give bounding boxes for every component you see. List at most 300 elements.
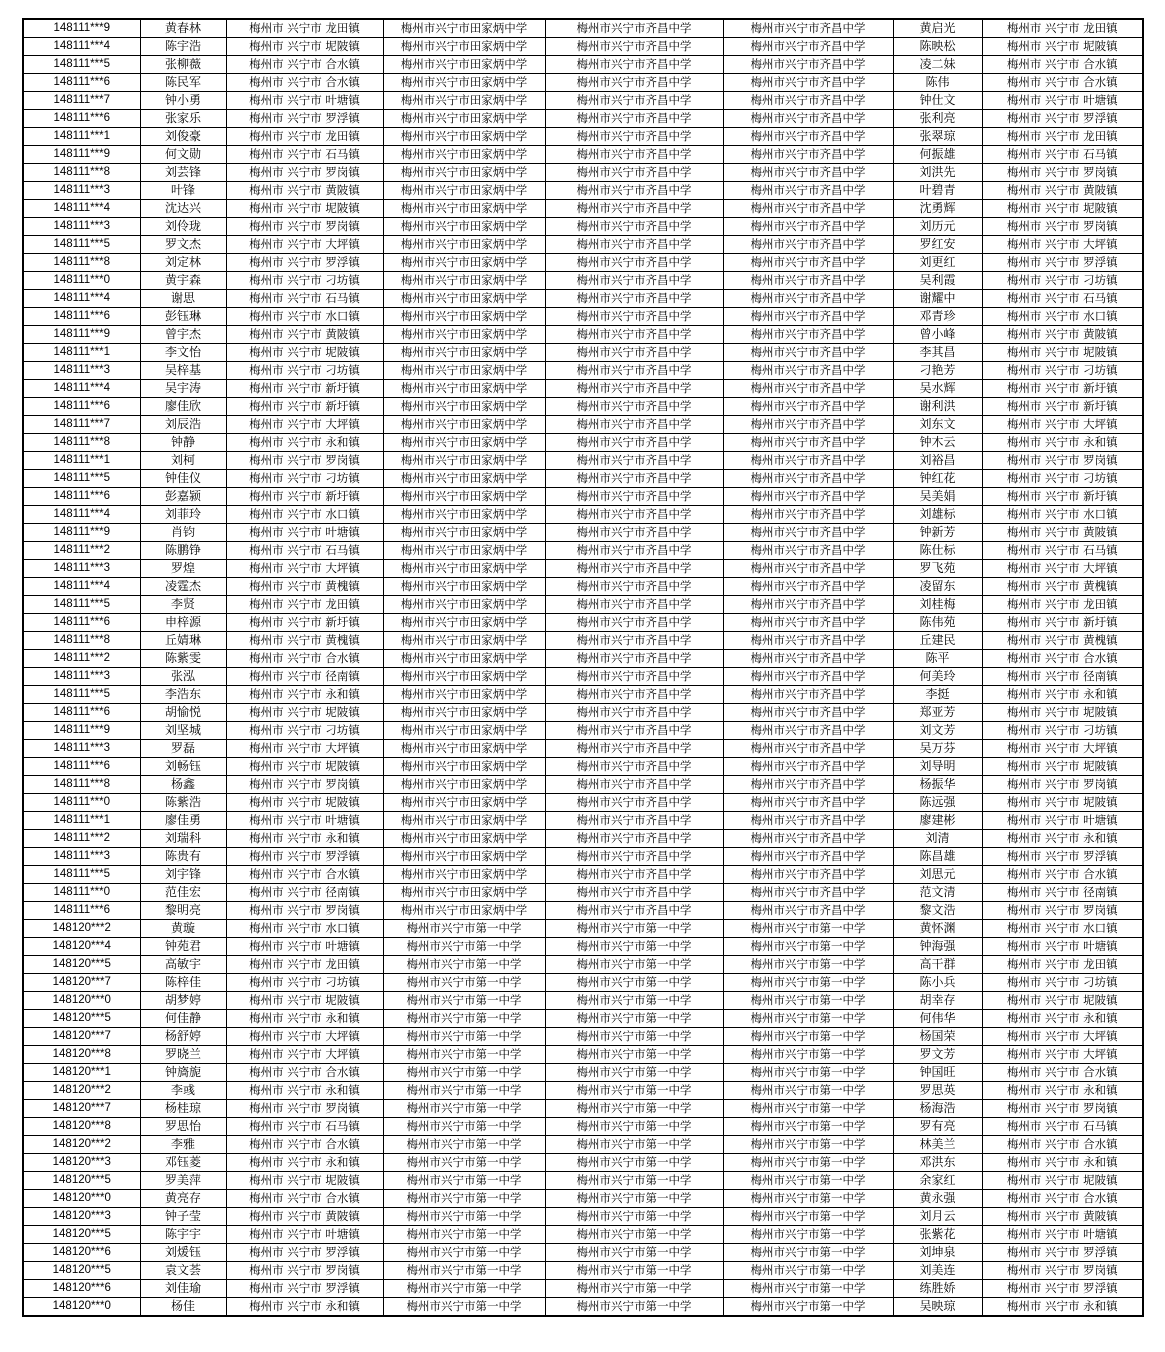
table-row	[23, 848, 1143, 866]
student-id-cell: 148111***9	[23, 524, 140, 542]
student-name-cell: 何文勋	[140, 146, 226, 164]
residence-address-cell: 梅州市 兴宁市 刁坊镇	[982, 272, 1143, 290]
table-row	[23, 992, 1143, 1010]
registered-school-cell: 梅州市兴宁市齐昌中学	[545, 758, 723, 776]
registered-school-cell: 梅州市兴宁市齐昌中学	[545, 434, 723, 452]
residence-address-cell: 梅州市 兴宁市 合水镇	[982, 1064, 1143, 1082]
registered-school-cell: 梅州市兴宁市齐昌中学	[545, 326, 723, 344]
guardian-name-cell: 张利亮	[893, 110, 982, 128]
table-row	[23, 74, 1143, 92]
household-address-cell: 梅州市 兴宁市 石马镇	[226, 290, 383, 308]
household-address-cell: 梅州市 兴宁市 大坪镇	[226, 740, 383, 758]
table-row	[23, 1262, 1143, 1280]
admitted-school-cell: 梅州市兴宁市齐昌中学	[723, 434, 893, 452]
student-name-cell: 刘柯	[140, 452, 226, 470]
registered-school-cell: 梅州市兴宁市齐昌中学	[545, 722, 723, 740]
residence-address-cell: 梅州市 兴宁市 水口镇	[982, 506, 1143, 524]
admitted-school-cell: 梅州市兴宁市齐昌中学	[723, 470, 893, 488]
table-row	[23, 398, 1143, 416]
guardian-name-cell: 吴万芬	[893, 740, 982, 758]
residence-address-cell: 梅州市 兴宁市 罗浮镇	[982, 848, 1143, 866]
admitted-school-cell: 梅州市兴宁市齐昌中学	[723, 74, 893, 92]
registered-school-cell: 梅州市兴宁市齐昌中学	[545, 470, 723, 488]
registered-school-cell: 梅州市兴宁市第一中学	[545, 956, 723, 974]
student-id-cell: 148111***1	[23, 452, 140, 470]
registered-school-cell: 梅州市兴宁市齐昌中学	[545, 668, 723, 686]
registered-school-cell: 梅州市兴宁市齐昌中学	[545, 200, 723, 218]
household-address-cell: 梅州市 兴宁市 坭陂镇	[226, 794, 383, 812]
graduated-school-cell: 梅州市兴宁市第一中学	[383, 1262, 545, 1280]
registered-school-cell: 梅州市兴宁市齐昌中学	[545, 524, 723, 542]
registered-school-cell: 梅州市兴宁市齐昌中学	[545, 182, 723, 200]
graduated-school-cell: 梅州市兴宁市田家炳中学	[383, 686, 545, 704]
guardian-name-cell: 陈远强	[893, 794, 982, 812]
residence-address-cell: 梅州市 兴宁市 坭陂镇	[982, 344, 1143, 362]
admitted-school-cell: 梅州市兴宁市齐昌中学	[723, 19, 893, 38]
residence-address-cell: 梅州市 兴宁市 坭陂镇	[982, 1172, 1143, 1190]
admitted-school-cell: 梅州市兴宁市第一中学	[723, 1172, 893, 1190]
residence-address-cell: 梅州市 兴宁市 坭陂镇	[982, 992, 1143, 1010]
admitted-school-cell: 梅州市兴宁市齐昌中学	[723, 290, 893, 308]
graduated-school-cell: 梅州市兴宁市田家炳中学	[383, 902, 545, 920]
admitted-school-cell: 梅州市兴宁市第一中学	[723, 1082, 893, 1100]
residence-address-cell: 梅州市 兴宁市 新圩镇	[982, 488, 1143, 506]
guardian-name-cell: 罗文芳	[893, 1046, 982, 1064]
admitted-school-cell: 梅州市兴宁市齐昌中学	[723, 128, 893, 146]
admitted-school-cell: 梅州市兴宁市齐昌中学	[723, 272, 893, 290]
table-row	[23, 578, 1143, 596]
household-address-cell: 梅州市 兴宁市 黄陂镇	[226, 1208, 383, 1226]
guardian-name-cell: 钟国旺	[893, 1064, 982, 1082]
student-name-cell: 罗文杰	[140, 236, 226, 254]
student-id-cell: 148120***5	[23, 1172, 140, 1190]
household-address-cell: 梅州市 兴宁市 坭陂镇	[226, 704, 383, 722]
registered-school-cell: 梅州市兴宁市齐昌中学	[545, 398, 723, 416]
student-name-cell: 李雅	[140, 1136, 226, 1154]
household-address-cell: 梅州市 兴宁市 永和镇	[226, 686, 383, 704]
residence-address-cell: 梅州市 兴宁市 新圩镇	[982, 614, 1143, 632]
student-name-cell: 凌霆杰	[140, 578, 226, 596]
student-name-cell: 刘芸锋	[140, 164, 226, 182]
graduated-school-cell: 梅州市兴宁市田家炳中学	[383, 614, 545, 632]
household-address-cell: 梅州市 兴宁市 龙田镇	[226, 19, 383, 38]
graduated-school-cell: 梅州市兴宁市第一中学	[383, 974, 545, 992]
residence-address-cell: 梅州市 兴宁市 大坪镇	[982, 416, 1143, 434]
residence-address-cell: 梅州市 兴宁市 永和镇	[982, 686, 1143, 704]
registered-school-cell: 梅州市兴宁市第一中学	[545, 1172, 723, 1190]
table-row	[23, 488, 1143, 506]
roster-table	[22, 18, 1144, 1317]
student-id-cell: 148120***2	[23, 1082, 140, 1100]
household-address-cell: 梅州市 兴宁市 水口镇	[226, 308, 383, 326]
registered-school-cell: 梅州市兴宁市第一中学	[545, 920, 723, 938]
household-address-cell: 梅州市 兴宁市 叶塘镇	[226, 812, 383, 830]
student-name-cell: 彭钰琳	[140, 308, 226, 326]
admitted-school-cell: 梅州市兴宁市齐昌中学	[723, 362, 893, 380]
residence-address-cell: 梅州市 兴宁市 合水镇	[982, 1190, 1143, 1208]
student-id-cell: 148111***9	[23, 19, 140, 38]
household-address-cell: 梅州市 兴宁市 大坪镇	[226, 416, 383, 434]
table-row	[23, 722, 1143, 740]
table-row	[23, 686, 1143, 704]
household-address-cell: 梅州市 兴宁市 龙田镇	[226, 956, 383, 974]
residence-address-cell: 梅州市 兴宁市 合水镇	[982, 650, 1143, 668]
student-name-cell: 刘煖钰	[140, 1244, 226, 1262]
registered-school-cell: 梅州市兴宁市第一中学	[545, 1046, 723, 1064]
household-address-cell: 梅州市 兴宁市 坭陂镇	[226, 1172, 383, 1190]
graduated-school-cell: 梅州市兴宁市田家炳中学	[383, 704, 545, 722]
student-id-cell: 148111***3	[23, 362, 140, 380]
student-id-cell: 148111***4	[23, 506, 140, 524]
guardian-name-cell: 邓青珍	[893, 308, 982, 326]
student-id-cell: 148111***8	[23, 434, 140, 452]
residence-address-cell: 梅州市 兴宁市 罗浮镇	[982, 1244, 1143, 1262]
guardian-name-cell: 沈勇辉	[893, 200, 982, 218]
student-id-cell: 148111***6	[23, 398, 140, 416]
student-id-cell: 148120***8	[23, 1118, 140, 1136]
table-row	[23, 1136, 1143, 1154]
student-id-cell: 148111***6	[23, 614, 140, 632]
table-row	[23, 812, 1143, 830]
registered-school-cell: 梅州市兴宁市齐昌中学	[545, 362, 723, 380]
student-name-cell: 杨鑫	[140, 776, 226, 794]
graduated-school-cell: 梅州市兴宁市第一中学	[383, 1100, 545, 1118]
admitted-school-cell: 梅州市兴宁市齐昌中学	[723, 524, 893, 542]
guardian-name-cell: 李挺	[893, 686, 982, 704]
guardian-name-cell: 何美玲	[893, 668, 982, 686]
student-id-cell: 148111***7	[23, 92, 140, 110]
graduated-school-cell: 梅州市兴宁市田家炳中学	[383, 254, 545, 272]
residence-address-cell: 梅州市 兴宁市 黄陂镇	[982, 326, 1143, 344]
table-row	[23, 38, 1143, 56]
admitted-school-cell: 梅州市兴宁市第一中学	[723, 1136, 893, 1154]
student-id-cell: 148111***8	[23, 164, 140, 182]
household-address-cell: 梅州市 兴宁市 坭陂镇	[226, 38, 383, 56]
household-address-cell: 梅州市 兴宁市 刁坊镇	[226, 362, 383, 380]
guardian-name-cell: 杨国荣	[893, 1028, 982, 1046]
admitted-school-cell: 梅州市兴宁市齐昌中学	[723, 164, 893, 182]
graduated-school-cell: 梅州市兴宁市第一中学	[383, 1280, 545, 1298]
residence-address-cell: 梅州市 兴宁市 水口镇	[982, 920, 1143, 938]
guardian-name-cell: 罗有亮	[893, 1118, 982, 1136]
graduated-school-cell: 梅州市兴宁市第一中学	[383, 1190, 545, 1208]
graduated-school-cell: 梅州市兴宁市田家炳中学	[383, 884, 545, 902]
student-name-cell: 陈紫雯	[140, 650, 226, 668]
guardian-name-cell: 刁艳芳	[893, 362, 982, 380]
admitted-school-cell: 梅州市兴宁市齐昌中学	[723, 830, 893, 848]
admitted-school-cell: 梅州市兴宁市齐昌中学	[723, 848, 893, 866]
residence-address-cell: 梅州市 兴宁市 合水镇	[982, 74, 1143, 92]
registered-school-cell: 梅州市兴宁市齐昌中学	[545, 596, 723, 614]
guardian-name-cell: 陈伟苑	[893, 614, 982, 632]
admitted-school-cell: 梅州市兴宁市齐昌中学	[723, 578, 893, 596]
student-id-cell: 148111***5	[23, 470, 140, 488]
student-name-cell: 陈梓佳	[140, 974, 226, 992]
table-row	[23, 704, 1143, 722]
graduated-school-cell: 梅州市兴宁市第一中学	[383, 1136, 545, 1154]
guardian-name-cell: 黎文浩	[893, 902, 982, 920]
household-address-cell: 梅州市 兴宁市 大坪镇	[226, 1028, 383, 1046]
guardian-name-cell: 廖建彬	[893, 812, 982, 830]
residence-address-cell: 梅州市 兴宁市 新圩镇	[982, 398, 1143, 416]
household-address-cell: 梅州市 兴宁市 罗浮镇	[226, 1280, 383, 1298]
admitted-school-cell: 梅州市兴宁市第一中学	[723, 1064, 893, 1082]
residence-address-cell: 梅州市 兴宁市 坭陂镇	[982, 794, 1143, 812]
student-id-cell: 148120***3	[23, 1154, 140, 1172]
admitted-school-cell: 梅州市兴宁市齐昌中学	[723, 686, 893, 704]
residence-address-cell: 梅州市 兴宁市 罗浮镇	[982, 110, 1143, 128]
registered-school-cell: 梅州市兴宁市齐昌中学	[545, 272, 723, 290]
table-row	[23, 650, 1143, 668]
student-name-cell: 罗晓兰	[140, 1046, 226, 1064]
household-address-cell: 梅州市 兴宁市 大坪镇	[226, 1046, 383, 1064]
student-name-cell: 胡梦婷	[140, 992, 226, 1010]
student-name-cell: 叶锋	[140, 182, 226, 200]
registered-school-cell: 梅州市兴宁市齐昌中学	[545, 884, 723, 902]
graduated-school-cell: 梅州市兴宁市田家炳中学	[383, 650, 545, 668]
residence-address-cell: 梅州市 兴宁市 罗浮镇	[982, 1280, 1143, 1298]
student-name-cell: 刘坚城	[140, 722, 226, 740]
household-address-cell: 梅州市 兴宁市 刁坊镇	[226, 722, 383, 740]
student-name-cell: 邓钰菱	[140, 1154, 226, 1172]
admitted-school-cell: 梅州市兴宁市齐昌中学	[723, 92, 893, 110]
guardian-name-cell: 范文清	[893, 884, 982, 902]
admitted-school-cell: 梅州市兴宁市齐昌中学	[723, 254, 893, 272]
registered-school-cell: 梅州市兴宁市第一中学	[545, 1100, 723, 1118]
household-address-cell: 梅州市 兴宁市 合水镇	[226, 866, 383, 884]
household-address-cell: 梅州市 兴宁市 罗浮镇	[226, 110, 383, 128]
household-address-cell: 梅州市 兴宁市 叶塘镇	[226, 524, 383, 542]
residence-address-cell: 梅州市 兴宁市 石马镇	[982, 542, 1143, 560]
student-name-cell: 李文怡	[140, 344, 226, 362]
residence-address-cell: 梅州市 兴宁市 龙田镇	[982, 596, 1143, 614]
residence-address-cell: 梅州市 兴宁市 永和镇	[982, 1298, 1143, 1317]
student-id-cell: 148111***3	[23, 848, 140, 866]
guardian-name-cell: 凌留东	[893, 578, 982, 596]
student-id-cell: 148111***4	[23, 290, 140, 308]
guardian-name-cell: 胡幸存	[893, 992, 982, 1010]
table-row	[23, 362, 1143, 380]
graduated-school-cell: 梅州市兴宁市田家炳中学	[383, 164, 545, 182]
admitted-school-cell: 梅州市兴宁市齐昌中学	[723, 740, 893, 758]
household-address-cell: 梅州市 兴宁市 罗浮镇	[226, 848, 383, 866]
residence-address-cell: 梅州市 兴宁市 坭陂镇	[982, 200, 1143, 218]
admitted-school-cell: 梅州市兴宁市齐昌中学	[723, 380, 893, 398]
registered-school-cell: 梅州市兴宁市第一中学	[545, 1190, 723, 1208]
table-row	[23, 1280, 1143, 1298]
student-id-cell: 148120***5	[23, 1262, 140, 1280]
admitted-school-cell: 梅州市兴宁市齐昌中学	[723, 398, 893, 416]
table-row	[23, 668, 1143, 686]
household-address-cell: 梅州市 兴宁市 黄陂镇	[226, 182, 383, 200]
graduated-school-cell: 梅州市兴宁市田家炳中学	[383, 416, 545, 434]
residence-address-cell: 梅州市 兴宁市 刁坊镇	[982, 362, 1143, 380]
admitted-school-cell: 梅州市兴宁市第一中学	[723, 1118, 893, 1136]
household-address-cell: 梅州市 兴宁市 坭陂镇	[226, 758, 383, 776]
household-address-cell: 梅州市 兴宁市 水口镇	[226, 920, 383, 938]
student-name-cell: 肖钧	[140, 524, 226, 542]
admitted-school-cell: 梅州市兴宁市齐昌中学	[723, 542, 893, 560]
guardian-name-cell: 曾小峰	[893, 326, 982, 344]
guardian-name-cell: 钟红花	[893, 470, 982, 488]
student-name-cell: 高敏宇	[140, 956, 226, 974]
admitted-school-cell: 梅州市兴宁市齐昌中学	[723, 182, 893, 200]
student-name-cell: 刘菲玲	[140, 506, 226, 524]
table-row	[23, 380, 1143, 398]
student-name-cell: 陈宇宇	[140, 1226, 226, 1244]
admitted-school-cell: 梅州市兴宁市第一中学	[723, 1028, 893, 1046]
residence-address-cell: 梅州市 兴宁市 叶塘镇	[982, 938, 1143, 956]
household-address-cell: 梅州市 兴宁市 石马镇	[226, 542, 383, 560]
graduated-school-cell: 梅州市兴宁市田家炳中学	[383, 146, 545, 164]
table-row	[23, 542, 1143, 560]
guardian-name-cell: 叶碧青	[893, 182, 982, 200]
student-name-cell: 彭嘉颍	[140, 488, 226, 506]
residence-address-cell: 梅州市 兴宁市 黄槐镇	[982, 578, 1143, 596]
admitted-school-cell: 梅州市兴宁市齐昌中学	[723, 506, 893, 524]
student-id-cell: 148111***5	[23, 866, 140, 884]
guardian-name-cell: 杨振华	[893, 776, 982, 794]
table-row	[23, 1046, 1143, 1064]
graduated-school-cell: 梅州市兴宁市田家炳中学	[383, 506, 545, 524]
table-row	[23, 596, 1143, 614]
residence-address-cell: 梅州市 兴宁市 罗岗镇	[982, 218, 1143, 236]
registered-school-cell: 梅州市兴宁市第一中学	[545, 1028, 723, 1046]
graduated-school-cell: 梅州市兴宁市田家炳中学	[383, 272, 545, 290]
student-name-cell: 刘辰浩	[140, 416, 226, 434]
residence-address-cell: 梅州市 兴宁市 水口镇	[982, 308, 1143, 326]
admitted-school-cell: 梅州市兴宁市齐昌中学	[723, 776, 893, 794]
registered-school-cell: 梅州市兴宁市齐昌中学	[545, 254, 723, 272]
admitted-school-cell: 梅州市兴宁市第一中学	[723, 1010, 893, 1028]
registered-school-cell: 梅州市兴宁市齐昌中学	[545, 488, 723, 506]
residence-address-cell: 梅州市 兴宁市 大坪镇	[982, 1028, 1143, 1046]
graduated-school-cell: 梅州市兴宁市田家炳中学	[383, 560, 545, 578]
table-row	[23, 1172, 1143, 1190]
admitted-school-cell: 梅州市兴宁市齐昌中学	[723, 146, 893, 164]
student-id-cell: 148111***6	[23, 74, 140, 92]
student-name-cell: 李浩东	[140, 686, 226, 704]
household-address-cell: 梅州市 兴宁市 龙田镇	[226, 596, 383, 614]
residence-address-cell: 梅州市 兴宁市 石马镇	[982, 146, 1143, 164]
residence-address-cell: 梅州市 兴宁市 新圩镇	[982, 380, 1143, 398]
household-address-cell: 梅州市 兴宁市 坭陂镇	[226, 992, 383, 1010]
registered-school-cell: 梅州市兴宁市第一中学	[545, 1064, 723, 1082]
guardian-name-cell: 罗飞苑	[893, 560, 982, 578]
table-row	[23, 1082, 1143, 1100]
guardian-name-cell: 陈小兵	[893, 974, 982, 992]
student-id-cell: 148111***3	[23, 182, 140, 200]
student-name-cell: 陈宇浩	[140, 38, 226, 56]
household-address-cell: 梅州市 兴宁市 新圩镇	[226, 398, 383, 416]
admitted-school-cell: 梅州市兴宁市齐昌中学	[723, 866, 893, 884]
guardian-name-cell: 李其昌	[893, 344, 982, 362]
guardian-name-cell: 余家红	[893, 1172, 982, 1190]
table-row	[23, 1100, 1143, 1118]
student-id-cell: 148111***3	[23, 560, 140, 578]
student-name-cell: 钟旖旎	[140, 1064, 226, 1082]
residence-address-cell: 梅州市 兴宁市 坭陂镇	[982, 38, 1143, 56]
residence-address-cell: 梅州市 兴宁市 刁坊镇	[982, 974, 1143, 992]
household-address-cell: 梅州市 兴宁市 合水镇	[226, 1190, 383, 1208]
table-row	[23, 1028, 1143, 1046]
student-id-cell: 148111***0	[23, 794, 140, 812]
student-name-cell: 谢思	[140, 290, 226, 308]
registered-school-cell: 梅州市兴宁市齐昌中学	[545, 146, 723, 164]
registered-school-cell: 梅州市兴宁市第一中学	[545, 992, 723, 1010]
guardian-name-cell: 刘雄标	[893, 506, 982, 524]
graduated-school-cell: 梅州市兴宁市田家炳中学	[383, 632, 545, 650]
graduated-school-cell: 梅州市兴宁市田家炳中学	[383, 92, 545, 110]
graduated-school-cell: 梅州市兴宁市第一中学	[383, 920, 545, 938]
residence-address-cell: 梅州市 兴宁市 罗浮镇	[982, 254, 1143, 272]
table-row	[23, 1226, 1143, 1244]
student-name-cell: 范佳宏	[140, 884, 226, 902]
graduated-school-cell: 梅州市兴宁市第一中学	[383, 1154, 545, 1172]
graduated-school-cell: 梅州市兴宁市田家炳中学	[383, 596, 545, 614]
graduated-school-cell: 梅州市兴宁市第一中学	[383, 1172, 545, 1190]
household-address-cell: 梅州市 兴宁市 新圩镇	[226, 488, 383, 506]
graduated-school-cell: 梅州市兴宁市第一中学	[383, 1046, 545, 1064]
admitted-school-cell: 梅州市兴宁市齐昌中学	[723, 902, 893, 920]
student-id-cell: 148111***8	[23, 776, 140, 794]
registered-school-cell: 梅州市兴宁市齐昌中学	[545, 560, 723, 578]
admitted-school-cell: 梅州市兴宁市齐昌中学	[723, 488, 893, 506]
registered-school-cell: 梅州市兴宁市齐昌中学	[545, 812, 723, 830]
table-row	[23, 1010, 1143, 1028]
household-address-cell: 梅州市 兴宁市 黄陂镇	[226, 326, 383, 344]
household-address-cell: 梅州市 兴宁市 石马镇	[226, 146, 383, 164]
residence-address-cell: 梅州市 兴宁市 永和镇	[982, 1154, 1143, 1172]
household-address-cell: 梅州市 兴宁市 水口镇	[226, 506, 383, 524]
admitted-school-cell: 梅州市兴宁市第一中学	[723, 1262, 893, 1280]
student-id-cell: 148120***0	[23, 1190, 140, 1208]
student-name-cell: 钟佳仪	[140, 470, 226, 488]
student-name-cell: 黄宇森	[140, 272, 226, 290]
guardian-name-cell: 谢利洪	[893, 398, 982, 416]
household-address-cell: 梅州市 兴宁市 新圩镇	[226, 614, 383, 632]
registered-school-cell: 梅州市兴宁市齐昌中学	[545, 128, 723, 146]
guardian-name-cell: 黄永强	[893, 1190, 982, 1208]
household-address-cell: 梅州市 兴宁市 大坪镇	[226, 236, 383, 254]
guardian-name-cell: 黄启光	[893, 19, 982, 38]
student-name-cell: 罗磊	[140, 740, 226, 758]
graduated-school-cell: 梅州市兴宁市第一中学	[383, 1244, 545, 1262]
guardian-name-cell: 刘裕昌	[893, 452, 982, 470]
student-id-cell: 148120***8	[23, 1046, 140, 1064]
graduated-school-cell: 梅州市兴宁市田家炳中学	[383, 380, 545, 398]
household-address-cell: 梅州市 兴宁市 永和镇	[226, 434, 383, 452]
student-id-cell: 148111***1	[23, 812, 140, 830]
student-name-cell: 罗美萍	[140, 1172, 226, 1190]
student-id-cell: 148111***4	[23, 200, 140, 218]
admitted-school-cell: 梅州市兴宁市齐昌中学	[723, 218, 893, 236]
residence-address-cell: 梅州市 兴宁市 罗岗镇	[982, 164, 1143, 182]
admitted-school-cell: 梅州市兴宁市齐昌中学	[723, 632, 893, 650]
student-id-cell: 148111***9	[23, 326, 140, 344]
household-address-cell: 梅州市 兴宁市 大坪镇	[226, 560, 383, 578]
table-row	[23, 866, 1143, 884]
student-id-cell: 148111***3	[23, 740, 140, 758]
residence-address-cell: 梅州市 兴宁市 大坪镇	[982, 740, 1143, 758]
household-address-cell: 梅州市 兴宁市 黄槐镇	[226, 578, 383, 596]
residence-address-cell: 梅州市 兴宁市 罗岗镇	[982, 776, 1143, 794]
table-row	[23, 1154, 1143, 1172]
registered-school-cell: 梅州市兴宁市齐昌中学	[545, 578, 723, 596]
graduated-school-cell: 梅州市兴宁市田家炳中学	[383, 434, 545, 452]
student-id-cell: 148111***6	[23, 704, 140, 722]
graduated-school-cell: 梅州市兴宁市田家炳中学	[383, 38, 545, 56]
